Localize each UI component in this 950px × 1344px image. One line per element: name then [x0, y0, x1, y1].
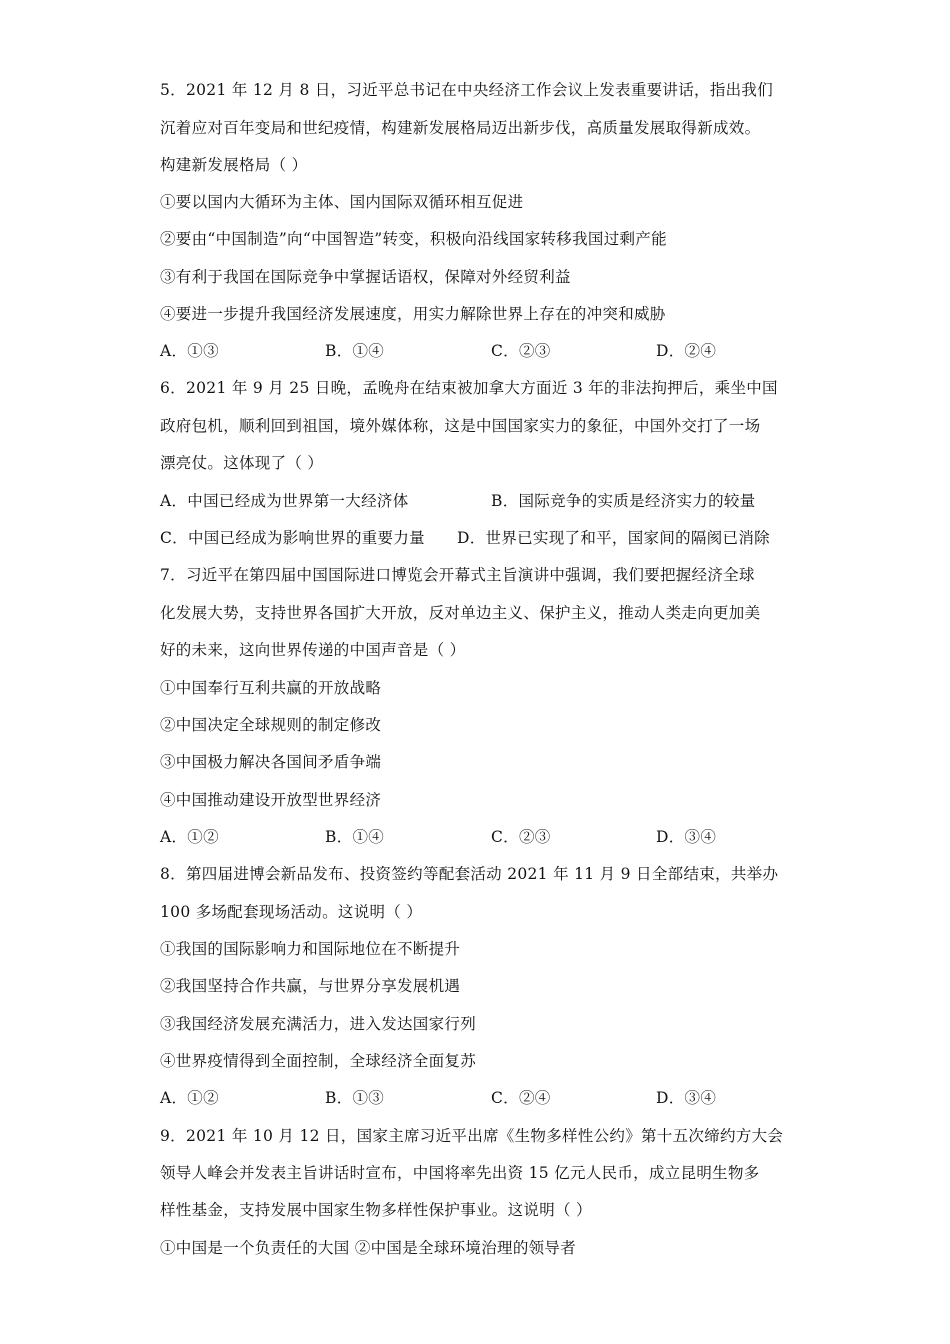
question-5-text-line-1: 5．2021 年 12 月 8 日，习近平总书记在中央经济工作会议上发表重要讲话，指出我们 [160, 81, 774, 99]
question-8-option-c: C．②④ [491, 1089, 551, 1107]
question-5-statement-1: ①要以国内大循环为主体、国内国际双循环相互促进 [160, 193, 524, 211]
question-5-text-line-2: 沉着应对百年变局和世纪疫情，构建新发展格局迈出新步伐，高质量发展取得新成效。 [160, 119, 761, 137]
question-7-statement-3: ③中国极力解决各国间矛盾争端 [160, 753, 382, 771]
question-6-option-b: B．国际竞争的实质是经济实力的较量 [491, 492, 756, 510]
question-7-text-line-1: 7．习近平在第四届中国国际进口博览会开幕式主旨演讲中强调，我们要把握经济全球 [160, 566, 755, 584]
question-7-statement-4: ④中国推动建设开放型世界经济 [160, 791, 382, 809]
question-7-statement-2: ②中国决定全球规则的制定修改 [160, 716, 382, 734]
question-6-option-d: D．世界已实现了和平，国家间的隔阂已消除 [457, 529, 770, 547]
question-5-option-c: C．②③ [491, 342, 551, 360]
question-8-statement-1: ①我国的国际影响力和国际地位在不断提升 [160, 940, 461, 958]
question-7-text-line-2: 化发展大势，支持世界各国扩大开放，反对单边主义、保护主义，推动人类走向更加美 [160, 604, 761, 622]
question-8-option-b: B．①③ [325, 1089, 385, 1107]
question-7-option-a: A．①② [160, 828, 219, 846]
question-9-text-line-1: 9．2021 年 10 月 12 日，国家主席习近平出席《生物多样性公约》第十五次缔约方大会 [160, 1127, 784, 1145]
question-5-text-line-3: 构建新发展格局（ ） [160, 156, 308, 174]
question-9-text-line-2: 领导人峰会并发表主旨讲话时宣布，中国将率先出资 15 亿元人民币，成立昆明生物多 [160, 1164, 760, 1182]
question-7-statement-1: ①中国奉行互利共赢的开放战略 [160, 679, 382, 697]
question-9-statement-1: ①中国是一个负责任的大国 ②中国是全球环境治理的领导者 [160, 1239, 577, 1257]
question-5-option-a: A．①③ [160, 342, 219, 360]
question-5-option-d: D．②④ [656, 342, 717, 360]
question-6-option-c: C．中国已经成为影响世界的重要力量 [160, 529, 425, 547]
question-8-statement-2: ②我国坚持合作共赢，与世界分享发展机遇 [160, 977, 461, 995]
question-8-option-a: A．①② [160, 1089, 219, 1107]
question-7-text-line-3: 好的未来，这向世界传递的中国声音是（ ） [160, 641, 466, 659]
question-8-option-d: D．③④ [656, 1089, 717, 1107]
question-7-option-c: C．②③ [491, 828, 551, 846]
question-5-statement-4: ④要进一步提升我国经济发展速度，用实力解除世界上存在的冲突和威胁 [160, 305, 666, 323]
question-8-statement-4: ④世界疫情得到全面控制，全球经济全面复苏 [160, 1052, 477, 1070]
question-7-option-d: D．③④ [656, 828, 717, 846]
question-8-text-line-1: 8．第四届进博会新品发布、投资签约等配套活动 2021 年 11 月 9 日全部结束，共举办 [160, 865, 779, 883]
question-5-statement-2: ②要由“中国制造”向“中国智造”转变，积极向沿线国家转移我国过剩产能 [160, 230, 667, 248]
question-5-statement-3: ③有利于我国在国际竞争中掌握话语权，保障对外经贸利益 [160, 268, 571, 286]
question-6-text-line-1: 6．2021 年 9 月 25 日晚，孟晚舟在结束被加拿大方面近 3 年的非法拘押后，乘坐中国 [160, 379, 778, 397]
question-6-option-a: A．中国已经成为世界第一大经济体 [160, 492, 409, 510]
question-8-statement-3: ③我国经济发展充满活力，进入发达国家行列 [160, 1015, 477, 1033]
question-6-text-line-2: 政府包机，顺利回到祖国，境外媒体称，这是中国国家实力的象征，中国外交打了一场 [160, 417, 761, 435]
question-7-option-b: B．①④ [325, 828, 385, 846]
question-6-text-line-3: 漂亮仗。这体现了（ ） [160, 454, 324, 472]
question-5-option-b: B．①④ [325, 342, 385, 360]
question-8-text-line-2: 100 多场配套现场活动。这说明（ ） [160, 903, 423, 921]
question-9-text-line-3: 样性基金，支持发展中国家生物多样性保护事业。这说明（ ） [160, 1201, 592, 1219]
